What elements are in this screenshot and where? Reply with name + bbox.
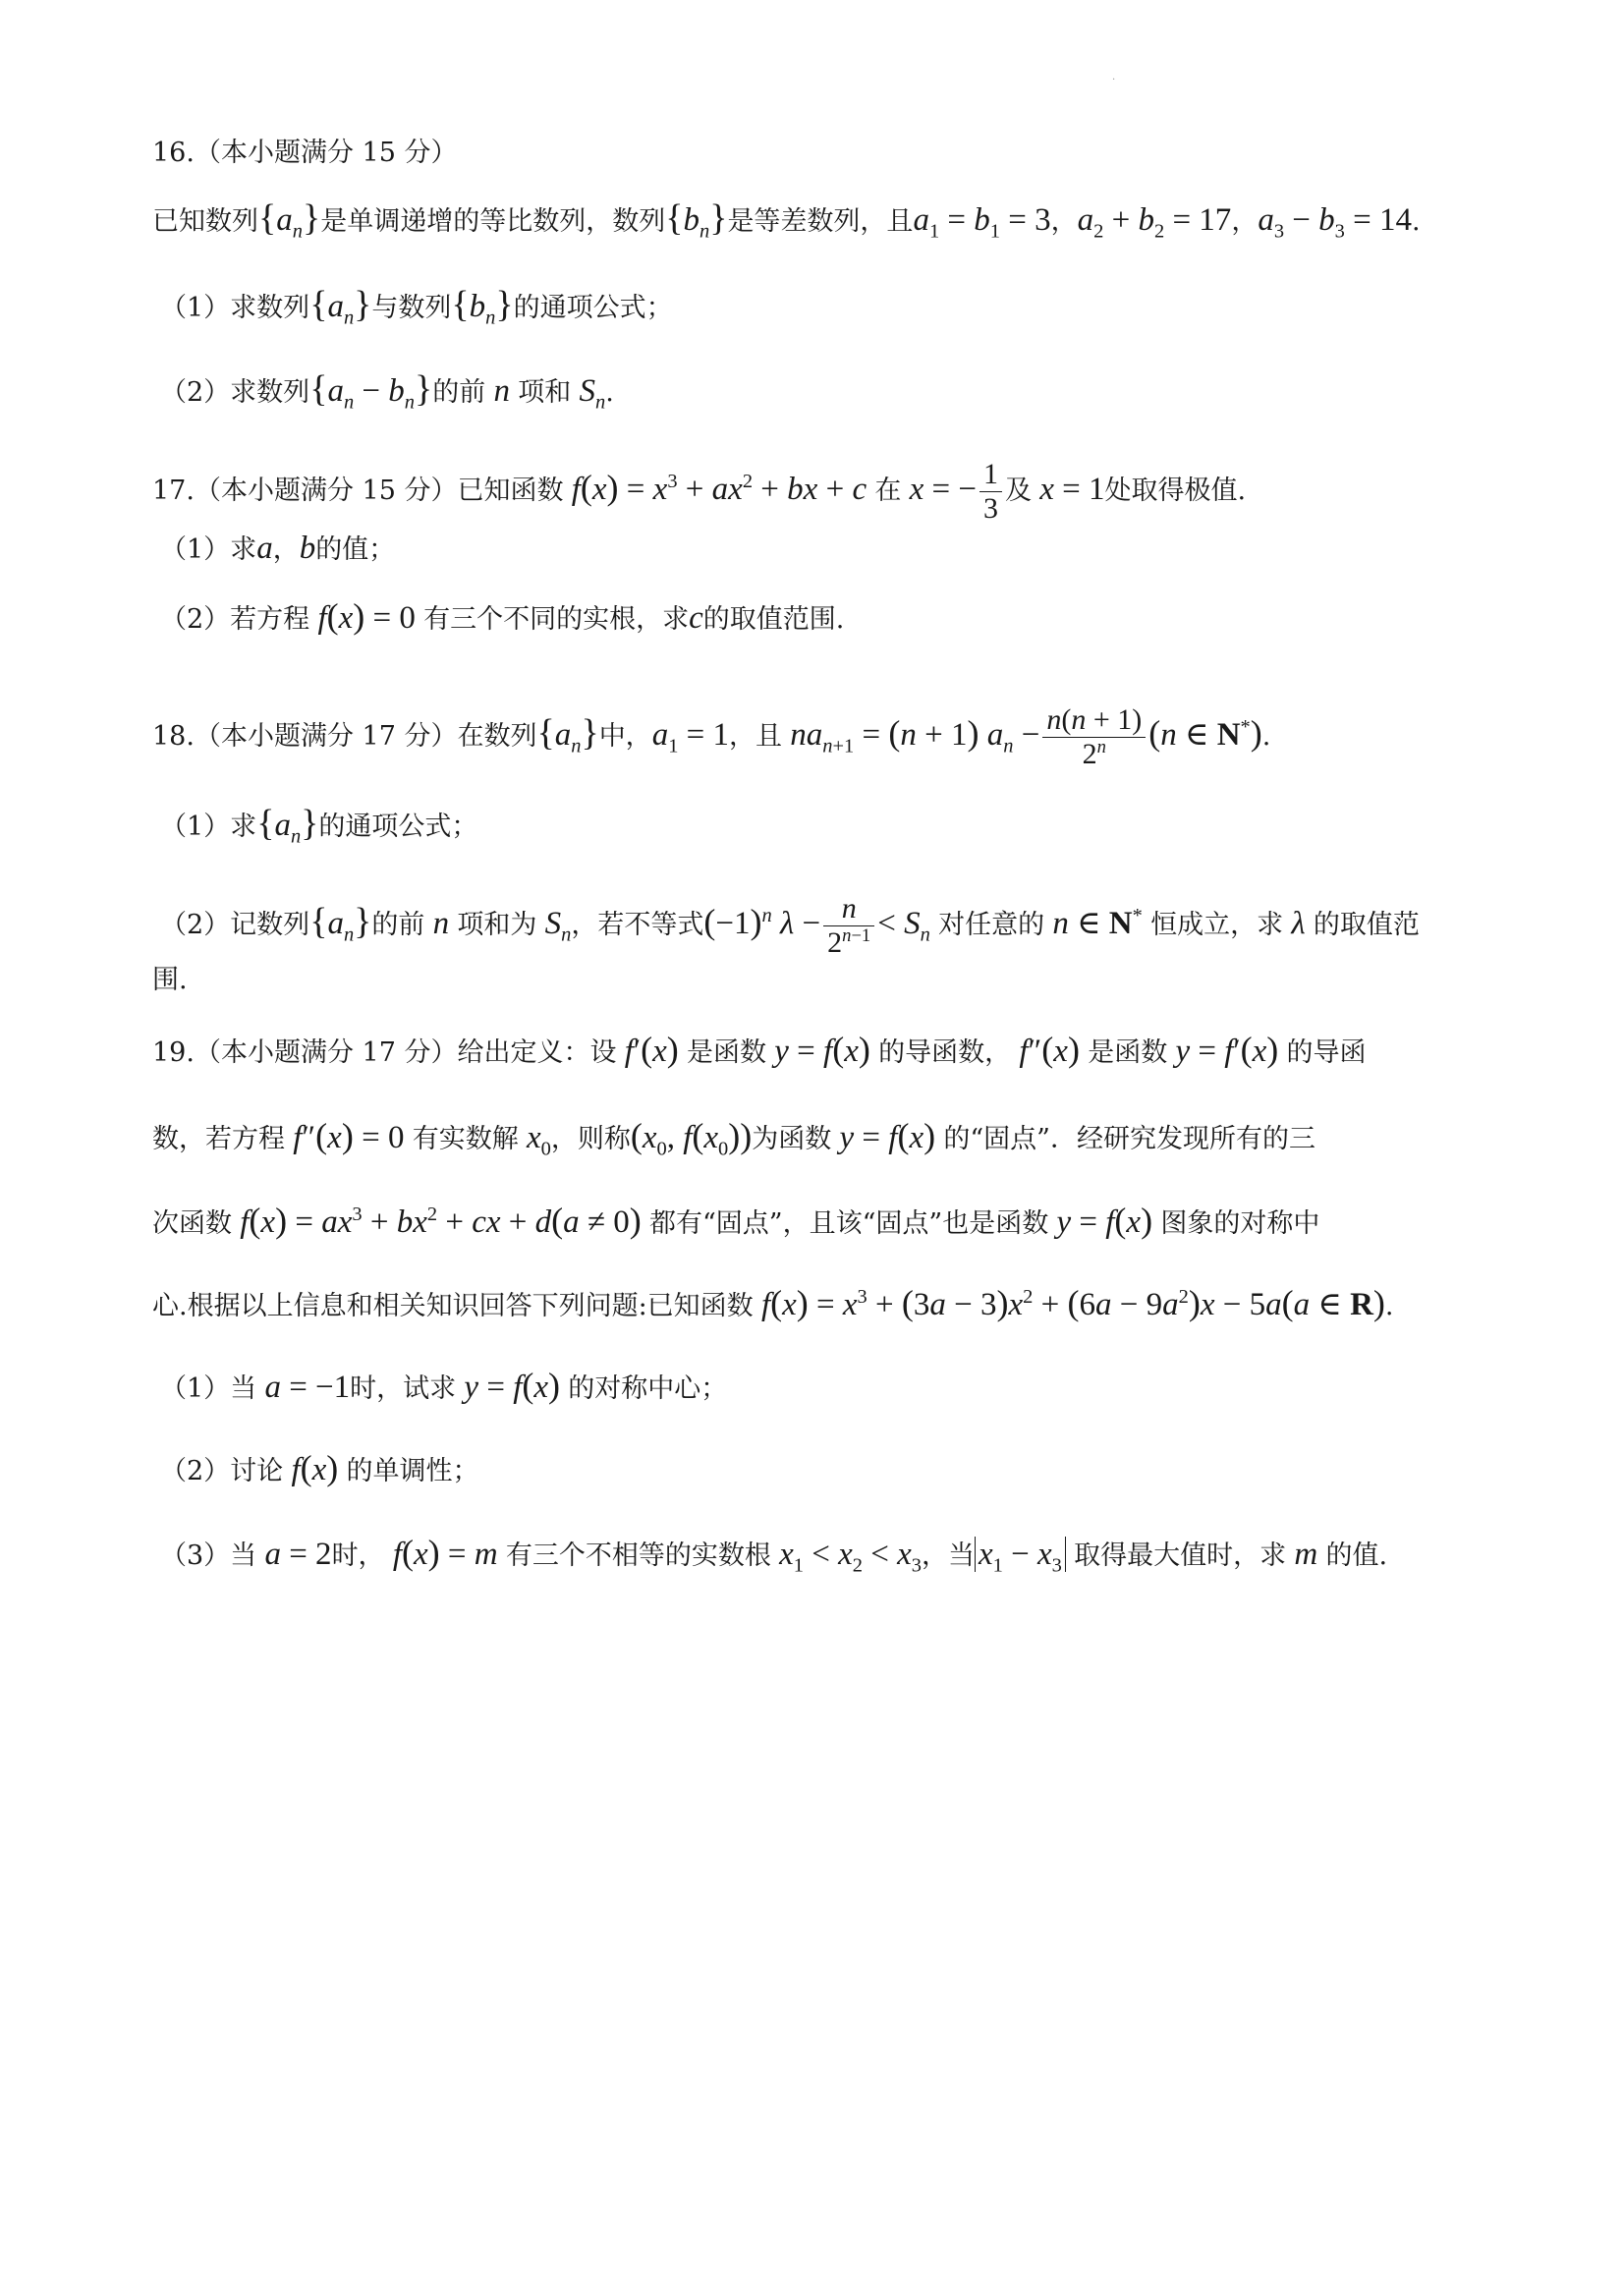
math-expression: y = f(x) (839, 1116, 936, 1155)
math-expression: x = − (909, 472, 977, 507)
text-fragment: 的前 (371, 910, 425, 940)
math-expression: $x_1 - x_3$ (975, 1537, 1074, 1572)
text-fragment: （2）求数列 (160, 377, 310, 408)
text-fragment: 的导函数， (878, 1037, 1012, 1068)
math-expression: n ∈ N* (1052, 905, 1143, 941)
q19-part2 (160, 1448, 1485, 1491)
text-fragment: 是函数 (687, 1037, 767, 1068)
text-fragment: 的通项公式； (318, 812, 478, 842)
q18-part2 (160, 892, 1485, 960)
math-expression: $\{a_n\}$ (536, 712, 599, 757)
text-fragment: . (605, 377, 614, 408)
q18-part2-cont (152, 961, 1485, 1000)
q17-part1 (160, 529, 1485, 570)
math-expression: $\frac{n}{2^{n-1}}$ (823, 892, 874, 960)
text-fragment: 的前 (432, 377, 486, 408)
math-expression: $(-1)^n$ λ − (703, 902, 821, 941)
math-expression: $\{a_n\}$ (309, 284, 372, 329)
text-fragment: 的单调性； (346, 1456, 479, 1486)
math-expression: f(x) = m (392, 1533, 498, 1572)
q19-stem-line3 (152, 1201, 1485, 1244)
q16-stem (152, 198, 1485, 242)
text-fragment: （2）讨论 (160, 1456, 284, 1486)
math-expression: a (256, 531, 273, 566)
math-expression: $x_0$ (526, 1120, 551, 1160)
text-fragment: 数，若方程 (152, 1124, 285, 1154)
text-fragment: 已知数列 (152, 206, 258, 237)
q19-part1 (160, 1366, 1485, 1409)
text-fragment: 的取值范围. (702, 604, 845, 635)
text-fragment: 有三个不同的实根，求 (423, 604, 690, 635)
text-fragment: 恒成立，求 (1150, 910, 1284, 940)
q17-stem (152, 458, 1485, 526)
text-fragment: 17.（本小题满分 15 分） (152, 476, 458, 506)
math-expression: $S_n$ (579, 373, 606, 414)
text-fragment: 有实数解 (412, 1124, 519, 1154)
text-fragment: 的取值范 (1313, 910, 1420, 940)
math-expression: b (299, 531, 316, 566)
text-fragment: 中， (598, 721, 652, 752)
math-expression: y = f(x) (464, 1366, 561, 1405)
text-fragment: 18.（本小题满分 17 分） (152, 721, 458, 752)
text-fragment: 的导函 (1286, 1037, 1367, 1068)
text-fragment: ，若不等式 (571, 910, 704, 940)
scan-dot: · (1112, 75, 1116, 85)
text-fragment: 为函数 (752, 1124, 832, 1154)
math-expression: $\frac{n(n + 1)}{2^n}$ (1042, 703, 1146, 771)
text-fragment: . (1412, 206, 1421, 237)
math-expression: f″(x) (1019, 1030, 1080, 1069)
text-fragment: 取得最大值时，求 (1074, 1540, 1287, 1571)
text-fragment: 图象的对称中 (1160, 1208, 1320, 1239)
math-expression: $\frac{1}{3}$ (979, 458, 1002, 526)
math-expression: $na_{n+1} = (n + 1) a_n$ − (790, 713, 1040, 757)
math-expression: (n ∈ N*) (1148, 713, 1262, 753)
text-fragment: 时， (331, 1540, 385, 1571)
text-fragment: 的值； (315, 534, 396, 565)
math-expression: f(x) (291, 1448, 339, 1487)
text-fragment: 的通项公式； (513, 293, 673, 323)
math-expression: $f(x) = x^3 + (3a - 3)x^2 + (6a - 9a^2)x - 5a(a$ ∈ R) (760, 1283, 1385, 1322)
text-fragment: ，且 (729, 721, 783, 752)
math-expression: y = f′(x) (1175, 1030, 1279, 1069)
math-expression: y = f(x) (774, 1030, 870, 1069)
math-expression: a = −1 (264, 1370, 351, 1405)
text-fragment: （1）求 (160, 534, 257, 565)
math-expression: $f(x) = x^3 + ax^2$ + bx + c (571, 468, 867, 507)
text-fragment: 对任意的 (938, 910, 1045, 940)
math-expression: < $S_n$ (877, 906, 930, 946)
text-fragment: ， (1231, 206, 1259, 237)
q19-stem-line1 (152, 1030, 1485, 1073)
text-fragment: 项和为 (457, 910, 537, 940)
q19-stem-line4 (152, 1283, 1485, 1326)
text-fragment: 及 (1005, 476, 1032, 506)
math-expression: f″(x) = 0 (293, 1116, 413, 1155)
q16-part2 (160, 369, 1485, 413)
text-fragment: 有三个不相等的实数根 (505, 1540, 771, 1571)
math-expression: x = 1 (1039, 472, 1105, 507)
text-fragment: 次函数 (152, 1208, 232, 1239)
math-expression: λ (1283, 906, 1314, 941)
text-fragment: （2）记数列 (160, 910, 310, 940)
q18-stem (152, 703, 1485, 771)
text-fragment: 16.（本小题满分 15 分） (152, 138, 458, 168)
text-fragment: （1）求 (160, 812, 257, 842)
math-expression: $\{a_n\}$ (258, 197, 321, 243)
text-fragment: 的“固点”．经研究发现所有的三 (943, 1124, 1315, 1154)
math-expression: $x_1 < x_2 < x_3$ (779, 1537, 922, 1577)
math-expression: m (1286, 1537, 1326, 1572)
text-fragment: 是等差数列，且 (727, 206, 914, 237)
math-expression: $a_3 - b_3 = 14$ (1258, 202, 1412, 243)
text-fragment: . (1384, 1291, 1394, 1321)
math-expression: $a_2 + b_2 = 17$ (1077, 202, 1232, 243)
math-expression: $\{b_n\}$ (451, 284, 514, 329)
math-expression: $a_1 = 1$ (651, 717, 730, 757)
text-fragment: 是函数 (1088, 1037, 1168, 1068)
text-fragment: 与数列 (371, 293, 452, 323)
math-expression: a = 2 (264, 1537, 332, 1572)
text-fragment: 19.（本小题满分 17 分） (152, 1037, 458, 1068)
text-fragment: 都有“固点”，且该“固点”也是函数 (649, 1208, 1049, 1239)
text-fragment: ，则称 (550, 1124, 631, 1154)
q16-part1 (160, 285, 1485, 328)
math-expression: y = f(x) (1056, 1201, 1153, 1240)
text-fragment: 是单调递增的等比数列，数列 (320, 206, 666, 237)
math-expression: f′(x) (624, 1030, 679, 1069)
math-expression: $\{a_n\}$ (256, 803, 319, 848)
text-fragment: 在数列 (457, 721, 537, 752)
text-fragment: 的对称中心； (568, 1373, 728, 1404)
text-fragment: 的值. (1325, 1540, 1388, 1571)
math-expression: $\{a_n\}$ (309, 901, 372, 946)
text-fragment: 处取得极值. (1104, 476, 1247, 506)
q19-stem-line2 (152, 1116, 1485, 1159)
math-expression: n (424, 906, 458, 941)
text-fragment: ， (272, 534, 300, 565)
text-fragment: 给出定义：设 (457, 1037, 617, 1068)
math-expression: n (485, 373, 519, 409)
math-expression: $a_1 = b_1 = 3$ (913, 202, 1051, 243)
math-expression: $S_n$ (544, 906, 572, 946)
q16-header (152, 134, 1485, 173)
text-fragment: 项和 (518, 377, 572, 408)
math-expression: $\{b_n\}$ (665, 197, 728, 243)
text-fragment: 时，试求 (350, 1373, 457, 1404)
math-expression: $\{a_n - b_n\}$ (309, 368, 433, 414)
q18-part1 (160, 804, 1485, 847)
text-fragment: 围. (152, 965, 188, 995)
text-fragment: ， (1050, 206, 1078, 237)
text-fragment: （1）当 (160, 1373, 257, 1404)
text-fragment: . (1261, 721, 1271, 752)
math-expression: f(x) = 0 (317, 596, 424, 636)
text-fragment: 已知函数 (457, 476, 564, 506)
text-fragment: （2）若方程 (160, 604, 310, 635)
text-fragment: （3）当 (160, 1540, 257, 1571)
q17-part2 (160, 596, 1485, 640)
math-expression: ($x_0$, $f(x_0)$) (630, 1116, 753, 1160)
math-expression: $f(x) = ax^3 + bx^2$ + cx + d(a ≠ 0) (240, 1201, 642, 1240)
text-fragment: 在 (874, 476, 902, 506)
q19-part3 (160, 1533, 1485, 1576)
text-fragment: ，当 (921, 1540, 975, 1571)
math-expression: c (689, 600, 703, 636)
text-fragment: 心.根据以上信息和相关知识回答下列问题:已知函数 (152, 1291, 754, 1321)
text-fragment: （1）求数列 (160, 293, 310, 323)
